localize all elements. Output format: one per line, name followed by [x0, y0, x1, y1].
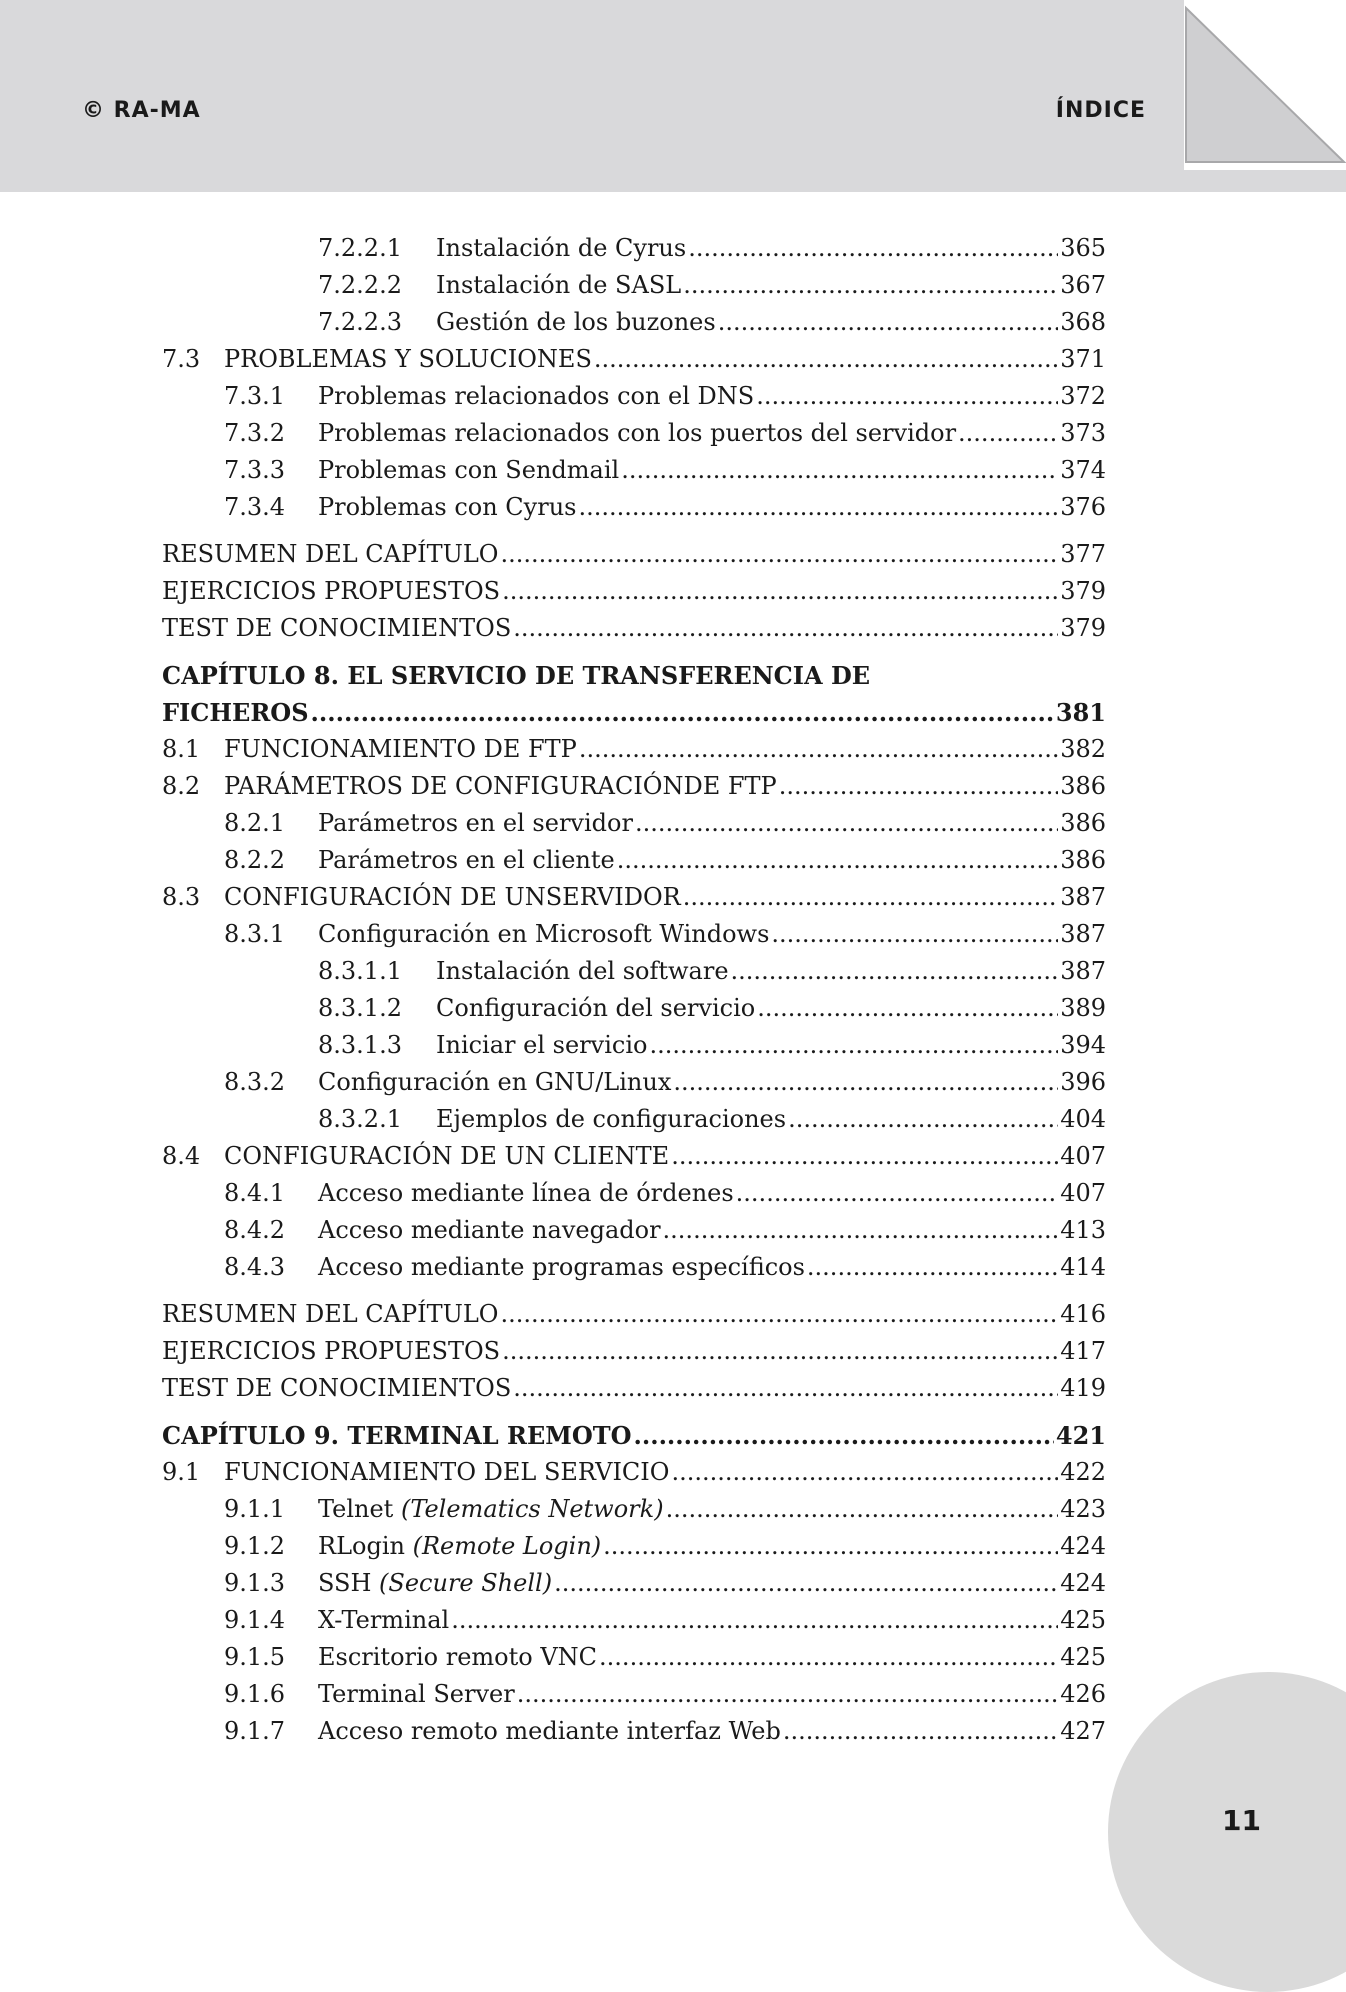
toc-entry-page: 421 — [1055, 1421, 1106, 1450]
toc-entry-title — [162, 1421, 632, 1450]
toc-entry[interactable] — [162, 994, 1106, 1031]
section-title: ÍNDICE — [1055, 98, 1146, 123]
toc-entry-title-text: EJERCICIOS PROPUESTOS — [162, 1337, 501, 1365]
toc-entry-number: 9.1.7 — [224, 1717, 286, 1745]
toc-entry-number: 7.3.2 — [224, 419, 286, 447]
toc-entry-title — [318, 1179, 734, 1207]
toc-entry-page: 425 — [1060, 1606, 1106, 1634]
dot-leader — [554, 1569, 1058, 1597]
dot-leader — [635, 809, 1058, 837]
toc-entry-page: 407 — [1060, 1179, 1106, 1207]
toc-entry-number: 8.4.1 — [224, 1179, 286, 1207]
toc-entry-number: 9.1 — [162, 1458, 201, 1486]
toc-entry-title — [318, 1680, 515, 1708]
toc-entry-title-text: Problemas con Cyrus — [318, 493, 577, 521]
toc-entry-title — [162, 1300, 498, 1328]
toc-entry-number: 8.3.1.2 — [318, 994, 402, 1022]
toc-entry-page: 424 — [1060, 1532, 1106, 1560]
toc-entry[interactable] — [162, 1495, 1106, 1532]
toc-entry[interactable] — [162, 809, 1106, 846]
toc-entry-page: 407 — [1060, 1142, 1106, 1170]
toc-entry-page: 365 — [1060, 234, 1106, 262]
toc-entry-page: 424 — [1060, 1569, 1106, 1597]
toc-entry-page: 382 — [1060, 735, 1106, 763]
toc-entry-title — [318, 1495, 664, 1523]
toc-entry-number: 9.1.3 — [224, 1569, 286, 1597]
dot-leader — [671, 1142, 1058, 1170]
dot-leader — [807, 1253, 1058, 1281]
toc-entry-title-text: CONFIGURACIÓN DE UNSERVIDOR — [224, 883, 681, 911]
toc-entry-number: 8.1 — [162, 735, 201, 763]
toc-entry-number: 7.2.2.2 — [318, 271, 402, 299]
toc-entry-title — [162, 698, 309, 727]
toc-entry-page: 425 — [1060, 1643, 1106, 1671]
toc-entry-page: 377 — [1060, 540, 1106, 568]
toc-entry-page: 427 — [1060, 1717, 1106, 1745]
toc-entry-title — [318, 1717, 781, 1745]
dot-leader — [451, 1606, 1058, 1634]
toc-entry[interactable] — [162, 419, 1106, 456]
toc-entry[interactable] — [162, 735, 1106, 772]
toc-entry-title-text: PARÁMETROS DE CONFIGURACIÓNDE FTP — [224, 772, 777, 800]
publisher-label: © RA-MA — [82, 98, 201, 123]
dot-leader — [579, 735, 1058, 763]
dot-leader — [731, 957, 1059, 985]
toc-entry-number: 8.4 — [162, 1142, 201, 1170]
dot-leader — [500, 540, 1058, 568]
toc-entry-page: 387 — [1060, 920, 1106, 948]
toc-entry-title-text: RESUMEN DEL CAPÍTULO — [162, 540, 499, 568]
dot-leader — [688, 234, 1058, 262]
toc-entry-title — [318, 419, 956, 447]
dot-leader — [958, 419, 1058, 447]
dot-leader — [517, 1680, 1059, 1708]
toc-entry-number: 8.4.3 — [224, 1253, 286, 1281]
toc-entry-title — [318, 1216, 661, 1244]
toc-entry-title — [436, 234, 686, 262]
toc-entry-title — [318, 493, 576, 521]
page-number: 11 — [1222, 1804, 1261, 1837]
toc-entry-page: 379 — [1060, 614, 1106, 642]
toc-entry[interactable] — [162, 1300, 1106, 1337]
toc-entry-title — [318, 1532, 601, 1560]
toc-entry-page: 372 — [1060, 382, 1106, 410]
toc-entry-title-text: Configuración en Microsoft Windows — [318, 920, 770, 948]
toc-entry-title-text: Problemas con Sendmail — [318, 456, 620, 484]
toc-entry-page: 394 — [1060, 1031, 1106, 1059]
toc-entry[interactable] — [162, 1031, 1106, 1068]
toc-entry[interactable] — [162, 1142, 1106, 1179]
toc-entry-number: 8.2.1 — [224, 809, 286, 837]
toc-entry-page: 423 — [1060, 1495, 1106, 1523]
toc-entry[interactable] — [162, 1643, 1106, 1680]
toc-entry[interactable] — [162, 456, 1106, 493]
toc-entry[interactable] — [162, 1717, 1106, 1754]
toc-entry-title — [318, 456, 619, 484]
toc-entry-title — [318, 1606, 449, 1634]
toc-entry-title — [162, 614, 511, 642]
toc-entry-title — [224, 1142, 669, 1170]
toc-entry-title — [436, 308, 716, 336]
toc-entry-title-text: Terminal Server — [318, 1680, 515, 1708]
toc-entry-title-text: Instalación de Cyrus — [436, 234, 687, 262]
dot-leader — [621, 456, 1058, 484]
toc-entry-title-text: Acceso remoto mediante interfaz Web — [318, 1717, 781, 1745]
toc-entry-number: 9.1.6 — [224, 1680, 286, 1708]
toc-entry-number: 9.1.5 — [224, 1643, 286, 1671]
toc-entry-title-text: Instalación de SASL — [436, 271, 682, 299]
toc-entry[interactable] — [162, 1680, 1106, 1717]
toc-entry-page: 386 — [1060, 846, 1106, 874]
toc-entry-page: 371 — [1060, 345, 1106, 373]
toc-entry-title-text: Configuración en GNU/Linux — [318, 1068, 672, 1096]
toc-entry-subtitle: (Remote Login) — [412, 1532, 602, 1560]
toc-entry-title-text: Escritorio remoto VNC — [318, 1643, 598, 1671]
toc-entry-subtitle: (Secure Shell) — [379, 1569, 553, 1597]
dot-leader — [578, 493, 1058, 521]
toc-entry[interactable] — [162, 1216, 1106, 1253]
toc-entry-number: 8.2 — [162, 772, 201, 800]
toc-entry-page: 381 — [1055, 698, 1106, 727]
toc-entry-title-text: Problemas relacionados con el DNS — [318, 382, 755, 410]
dot-leader — [603, 1532, 1058, 1560]
toc-entry-number: 8.3.1.3 — [318, 1031, 402, 1059]
toc-entry[interactable] — [162, 1337, 1106, 1374]
toc-entry-title-text: FUNCIONAMIENTO DEL SERVICIO — [224, 1458, 670, 1486]
toc-entry-title — [318, 1068, 671, 1096]
toc-entry-title-text: CONFIGURACIÓN DE UN CLIENTE — [224, 1142, 670, 1170]
table-of-contents — [162, 234, 1106, 1754]
page-header — [0, 0, 1346, 192]
toc-entry-page: 374 — [1060, 456, 1106, 484]
toc-entry[interactable] — [162, 345, 1106, 382]
dot-leader — [718, 308, 1058, 336]
dot-leader — [788, 1105, 1058, 1133]
toc-entry-page: 386 — [1060, 772, 1106, 800]
toc-entry-page: 416 — [1060, 1300, 1106, 1328]
toc-entry[interactable] — [162, 577, 1106, 614]
toc-entry-number: 8.3.1 — [224, 920, 286, 948]
toc-entry-page: 379 — [1060, 577, 1106, 605]
toc-entry-title — [224, 735, 577, 763]
toc-entry-title-text: Parámetros en el servidor — [318, 809, 633, 837]
toc-entry-title-text: TEST DE CONOCIMIENTOS — [162, 1374, 512, 1402]
toc-entry-title-text: Configuración del servicio — [436, 994, 756, 1022]
toc-entry-title — [162, 540, 498, 568]
toc-entry-title-text: X-Terminal — [318, 1606, 450, 1634]
toc-entry-title-text: TEST DE CONOCIMIENTOS — [162, 614, 512, 642]
dot-leader — [513, 614, 1058, 642]
toc-entry-title-text: Parámetros en el cliente — [318, 846, 615, 874]
toc-entry-title — [224, 772, 777, 800]
toc-entry-title-text: Ejemplos de configuraciones — [436, 1105, 787, 1133]
toc-entry-title-text: Gestión de los buzones — [436, 308, 716, 336]
toc-entry-title-text: FUNCIONAMIENTO DE FTP — [224, 735, 577, 763]
toc-entry-title — [436, 1031, 647, 1059]
toc-entry-title — [318, 809, 633, 837]
toc-entry[interactable] — [162, 1532, 1106, 1569]
toc-entry-number: 7.3 — [162, 345, 201, 373]
toc-entry-title — [436, 957, 729, 985]
toc-entry-page: 417 — [1060, 1337, 1106, 1365]
toc-entry[interactable] — [162, 1068, 1106, 1105]
chapter-entry[interactable] — [162, 698, 1106, 735]
dot-leader — [757, 994, 1058, 1022]
toc-entry-number: 8.3.2.1 — [318, 1105, 402, 1133]
toc-entry-title — [318, 920, 769, 948]
dot-leader — [671, 1458, 1058, 1486]
toc-entry[interactable] — [162, 920, 1106, 957]
toc-entry-title — [224, 883, 681, 911]
toc-entry-number: 7.2.2.3 — [318, 308, 402, 336]
toc-entry-title-text: Problemas relacionados con los puertos del servidor — [318, 419, 957, 447]
toc-entry[interactable] — [162, 271, 1106, 308]
toc-entry-number: 7.2.2.1 — [318, 234, 402, 262]
dot-leader — [634, 1421, 1054, 1450]
toc-entry[interactable] — [162, 234, 1106, 271]
dot-leader — [594, 345, 1058, 373]
toc-entry-title — [318, 1253, 805, 1281]
toc-entry-title-text: RLogin — [318, 1532, 405, 1560]
toc-entry-page: 426 — [1060, 1680, 1106, 1708]
toc-gap — [162, 1290, 1106, 1300]
toc-entry[interactable] — [162, 1374, 1106, 1411]
dot-leader — [649, 1031, 1058, 1059]
toc-entry-subtitle: (Telematics Network) — [400, 1495, 664, 1523]
toc-entry-number: 9.1.1 — [224, 1495, 286, 1523]
toc-entry[interactable] — [162, 883, 1106, 920]
dot-leader — [663, 1216, 1059, 1244]
toc-entry-page: 367 — [1060, 271, 1106, 299]
toc-entry-page: 368 — [1060, 308, 1106, 336]
toc-entry-page: 413 — [1060, 1216, 1106, 1244]
toc-entry-page: 396 — [1060, 1068, 1106, 1096]
dot-leader — [771, 920, 1058, 948]
toc-entry-number: 9.1.2 — [224, 1532, 286, 1560]
toc-entry-title — [162, 577, 500, 605]
toc-entry-page: 376 — [1060, 493, 1106, 521]
toc-entry[interactable] — [162, 957, 1106, 994]
toc-entry-number: 8.4.2 — [224, 1216, 286, 1244]
dot-leader — [502, 1337, 1058, 1365]
toc-entry[interactable] — [162, 846, 1106, 883]
toc-entry-title — [436, 271, 681, 299]
dot-leader — [683, 271, 1058, 299]
toc-entry[interactable] — [162, 308, 1106, 345]
toc-entry-page: 422 — [1060, 1458, 1106, 1486]
toc-entry[interactable] — [162, 1253, 1106, 1290]
toc-entry-title-text: FICHEROS — [162, 698, 309, 727]
toc-entry[interactable] — [162, 772, 1106, 809]
toc-entry-title-text: RESUMEN DEL CAPÍTULO — [162, 1300, 499, 1328]
chapter-entry[interactable] — [162, 1421, 1106, 1458]
toc-entry-number: 8.3 — [162, 883, 201, 911]
page-corner-fold-icon — [1184, 0, 1346, 170]
toc-entry-number: 8.2.2 — [224, 846, 286, 874]
toc-entry-title-text: Acceso mediante programas específicos — [318, 1253, 805, 1281]
toc-entry-title — [436, 1105, 786, 1133]
toc-entry-title — [318, 1569, 552, 1597]
toc-entry-page: 387 — [1060, 957, 1106, 985]
toc-entry-number: 8.3.1.1 — [318, 957, 402, 985]
toc-entry-page: 414 — [1060, 1253, 1106, 1281]
chapter-heading: CAPÍTULO 8. EL SERVICIO DE TRANSFERENCIA DE — [162, 661, 871, 690]
toc-entry-title — [162, 1337, 500, 1365]
toc-entry-page: 373 — [1060, 419, 1106, 447]
toc-entry[interactable] — [162, 493, 1106, 530]
toc-entry-title-text: CAPÍTULO 9. TERMINAL REMOTO — [162, 1421, 632, 1450]
toc-entry-number: 9.1.4 — [224, 1606, 286, 1634]
toc-entry-title — [318, 846, 615, 874]
toc-entry-title — [224, 345, 592, 373]
dot-leader — [673, 1068, 1058, 1096]
toc-entry-title-text: PROBLEMAS Y SOLUCIONES — [224, 345, 592, 373]
toc-entry-page: 387 — [1060, 883, 1106, 911]
toc-entry-number: 8.3.2 — [224, 1068, 286, 1096]
dot-leader — [779, 772, 1059, 800]
toc-entry[interactable] — [162, 1569, 1106, 1606]
dot-leader — [736, 1179, 1059, 1207]
toc-entry-title — [162, 1374, 511, 1402]
toc-entry[interactable] — [162, 1458, 1106, 1495]
dot-leader — [666, 1495, 1059, 1523]
toc-entry-title-text: Instalación del software — [436, 957, 729, 985]
toc-entry-number: 7.3.3 — [224, 456, 286, 484]
toc-entry-page: 386 — [1060, 809, 1106, 837]
toc-entry[interactable] — [162, 540, 1106, 577]
dot-leader — [756, 382, 1058, 410]
toc-gap — [162, 530, 1106, 540]
toc-entry-title-text: Acceso mediante navegador — [318, 1216, 661, 1244]
toc-entry[interactable] — [162, 1179, 1106, 1216]
dot-leader — [617, 846, 1058, 874]
toc-entry-title-text: EJERCICIOS PROPUESTOS — [162, 577, 501, 605]
toc-entry-title-text: Telnet — [318, 1495, 394, 1523]
toc-entry-title — [224, 1458, 669, 1486]
toc-entry[interactable] — [162, 1105, 1106, 1142]
dot-leader — [311, 698, 1054, 727]
toc-entry[interactable] — [162, 614, 1106, 651]
dot-leader — [513, 1374, 1058, 1402]
dot-leader — [502, 577, 1058, 605]
toc-entry-number: 7.3.1 — [224, 382, 286, 410]
toc-entry-title-text: Acceso mediante línea de órdenes — [318, 1179, 734, 1207]
toc-entry-title-text: SSH — [318, 1569, 372, 1597]
dot-leader — [683, 883, 1058, 911]
dot-leader — [783, 1717, 1058, 1745]
toc-entry-title — [318, 1643, 597, 1671]
toc-entry-page: 389 — [1060, 994, 1106, 1022]
toc-entry-number: 7.3.4 — [224, 493, 286, 521]
toc-entry-page: 419 — [1060, 1374, 1106, 1402]
toc-entry-title — [318, 382, 754, 410]
toc-entry-page: 404 — [1060, 1105, 1106, 1133]
toc-entry[interactable] — [162, 382, 1106, 419]
dot-leader — [599, 1643, 1058, 1671]
dot-leader — [500, 1300, 1058, 1328]
toc-entry-title-text: Iniciar el servicio — [436, 1031, 648, 1059]
toc-entry[interactable] — [162, 1606, 1106, 1643]
toc-entry-title — [436, 994, 755, 1022]
